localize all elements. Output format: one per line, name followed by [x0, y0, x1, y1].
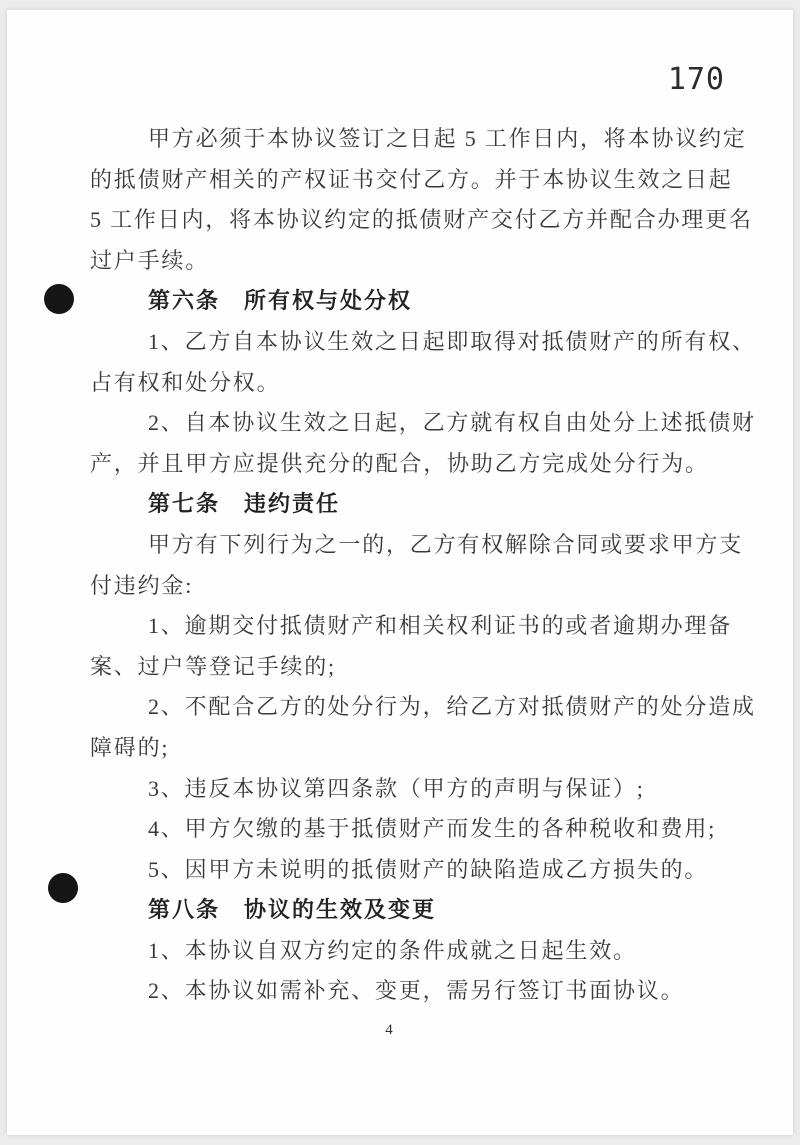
document-text-line: 1、本协议自双方约定的条件成就之日起生效。 [148, 937, 637, 963]
hole-punch-mark-top [44, 284, 74, 314]
document-body [90, 119, 756, 1012]
document-text-line: 案、过户等登记手续的; [90, 653, 336, 679]
document-text-line: 3、违反本协议第四条款（甲方的声明与保证）; [148, 775, 645, 801]
document-text-line: 过户手续。 [90, 247, 210, 273]
document-text-line: 1、乙方自本协议生效之日起即取得对抵债财产的所有权、 [148, 328, 756, 354]
clause-heading-line: 第七条 违约责任 [148, 491, 341, 517]
document-page [7, 10, 793, 1135]
document-text-line: 5、因甲方未说明的抵债财产的缺陷造成乙方损失的。 [148, 856, 709, 882]
hole-punch-mark-bottom [48, 873, 78, 903]
document-text-line: 甲方有下列行为之一的，乙方有权解除合同或要求甲方支 [148, 531, 744, 557]
document-text-line: 占有权和处分权。 [90, 369, 281, 395]
document-text-line: 2、本协议如需补充、变更，需另行签订书面协议。 [148, 978, 685, 1004]
footer-page-number: 4 [385, 1022, 393, 1038]
document-text-line: 障碍的; [90, 734, 170, 760]
document-text-line: 2、不配合乙方的处分行为，给乙方对抵债财产的处分造成 [148, 694, 756, 720]
document-text-line: 4、甲方欠缴的基于抵债财产而发生的各种税收和费用; [148, 816, 717, 842]
clause-heading-line: 第六条 所有权与处分权 [148, 288, 413, 314]
document-text-line: 1、逾期交付抵债财产和相关权利证书的或者逾期办理备 [148, 613, 733, 639]
corner-page-number: 170 [667, 62, 725, 97]
document-text-line: 付违约金: [90, 572, 194, 598]
document-text-line: 的抵债财产相关的产权证书交付乙方。并于本协议生效之日起 [90, 166, 733, 192]
document-text-line: 2、自本协议生效之日起，乙方就有权自由处分上述抵债财 [148, 410, 756, 436]
document-text-line: 5 工作日内，将本协议约定的抵债财产交付乙方并配合办理更名 [90, 207, 753, 233]
document-text-line: 甲方必须于本协议签订之日起 5 工作日内，将本协议约定 [148, 126, 747, 151]
clause-heading-line: 第八条 协议的生效及变更 [148, 897, 437, 923]
document-text-line: 产，并且甲方应提供充分的配合，协助乙方完成处分行为。 [90, 450, 709, 476]
